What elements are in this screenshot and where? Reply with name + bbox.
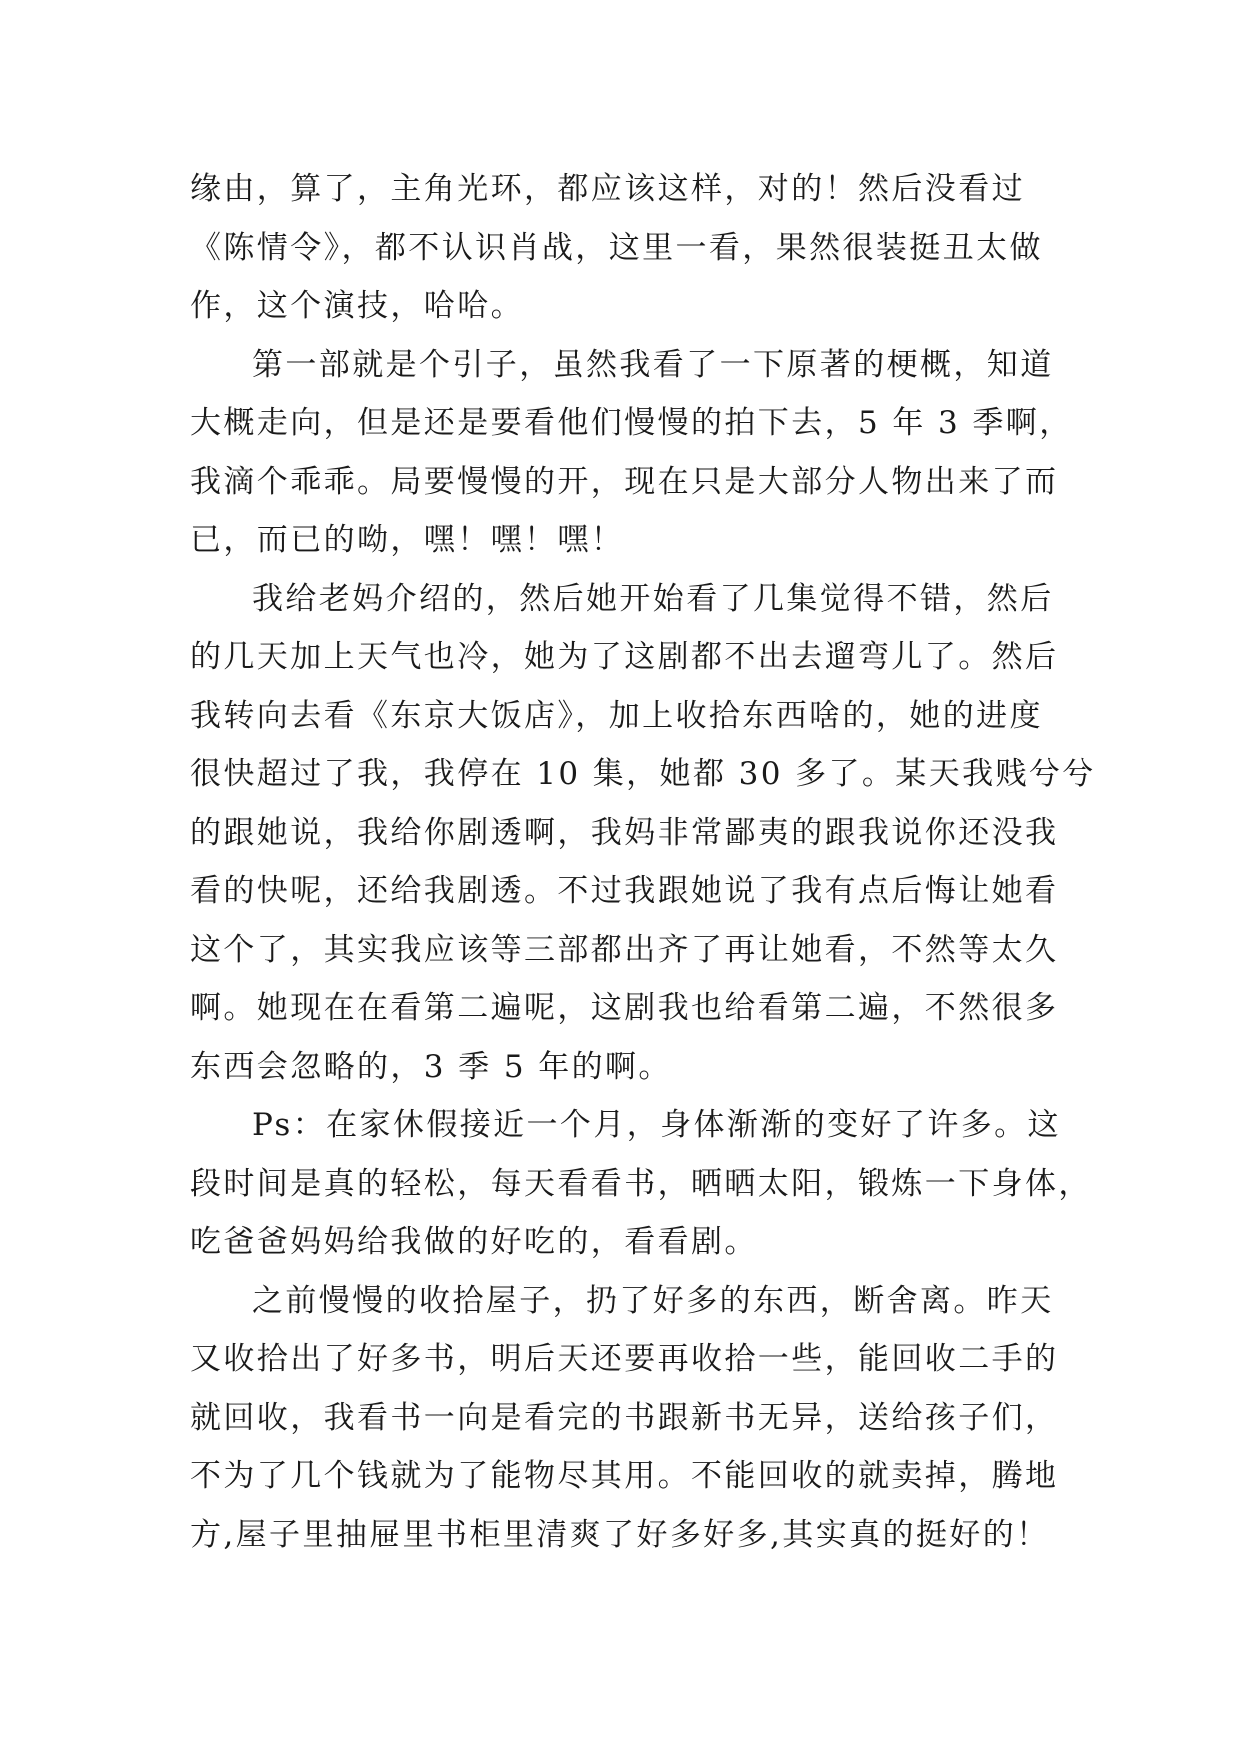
text-line: 《陈情令》，都不认识肖战，这里一看，果然很装挺丑太做 [190, 229, 1043, 266]
text-line: 方,屋子里抽屉里书柜里清爽了好多好多,其实真的挺好的！ [190, 1516, 1050, 1553]
text-line: 作，这个演技，哈哈。 [190, 288, 524, 324]
paragraph-3 [190, 570, 1096, 1097]
text-line: 大概走向，但是还是要看他们慢慢的拍下去，5 年 3 季啊， [190, 405, 1073, 441]
text-line: 缘由，算了，主角光环，都应该这样，对的！然后没看过 [190, 171, 1025, 207]
text-line: 之前慢慢的收拾屋子，扔了好多的东西，断舍离。昨天 [252, 1282, 1054, 1319]
document-body [190, 160, 1096, 1564]
paragraph-4 [190, 1096, 1092, 1272]
text-line: 段时间是真的轻松，每天看看书，晒晒太阳，锻炼一下身体， [190, 1165, 1092, 1202]
paragraph-1 [190, 160, 1058, 336]
text-line: 很快超过了我，我停在 10 集，她都 30 多了。某天我贱兮兮 [190, 756, 1096, 792]
text-line: 看的快呢，还给我剧透。不过我跟她说了我有点后悔让她看 [190, 873, 1059, 909]
text-line: 我给老妈介绍的，然后她开始看了几集觉得不错，然后 [252, 580, 1054, 617]
text-line: 的跟她说，我给你剧透啊，我妈非常鄙夷的跟我说你还没我 [190, 814, 1059, 851]
text-line: 第一部就是个引子，虽然我看了一下原著的梗概，知道 [252, 346, 1054, 383]
text-line: 已，而已的呦，嘿！嘿！嘿！ [190, 522, 625, 558]
paragraph-5 [190, 1272, 1058, 1565]
text-line: 就回收，我看书一向是看完的书跟新书无异，送给孩子们， [190, 1399, 1059, 1436]
text-line: 又收拾出了好多书，明后天还要再收拾一些，能回收二手的 [190, 1341, 1059, 1377]
text-line: 我转向去看《东京大饭店》，加上收拾东西啥的，她的进度 [190, 697, 1043, 734]
text-line: 不为了几个钱就为了能物尽其用。不能回收的就卖掉，腾地 [190, 1458, 1059, 1494]
text-line: Ps：在家休假接近一个月，身体渐渐的变好了许多。这 [252, 1107, 1061, 1143]
paragraph-2 [190, 336, 1073, 570]
text-line: 这个了，其实我应该等三部都出齐了再让她看，不然等太久 [190, 931, 1059, 968]
text-line: 的几天加上天气也冷，她为了这剧都不出去遛弯儿了。然后 [190, 639, 1059, 675]
text-line: 我滴个乖乖。局要慢慢的开，现在只是大部分人物出来了而 [190, 463, 1059, 500]
text-line: 吃爸爸妈妈给我做的好吃的，看看剧。 [190, 1224, 758, 1260]
text-line: 东西会忽略的，3 季 5 年的啊。 [190, 1048, 672, 1085]
text-line: 啊。她现在在看第二遍呢，这剧我也给看第二遍，不然很多 [190, 990, 1059, 1026]
